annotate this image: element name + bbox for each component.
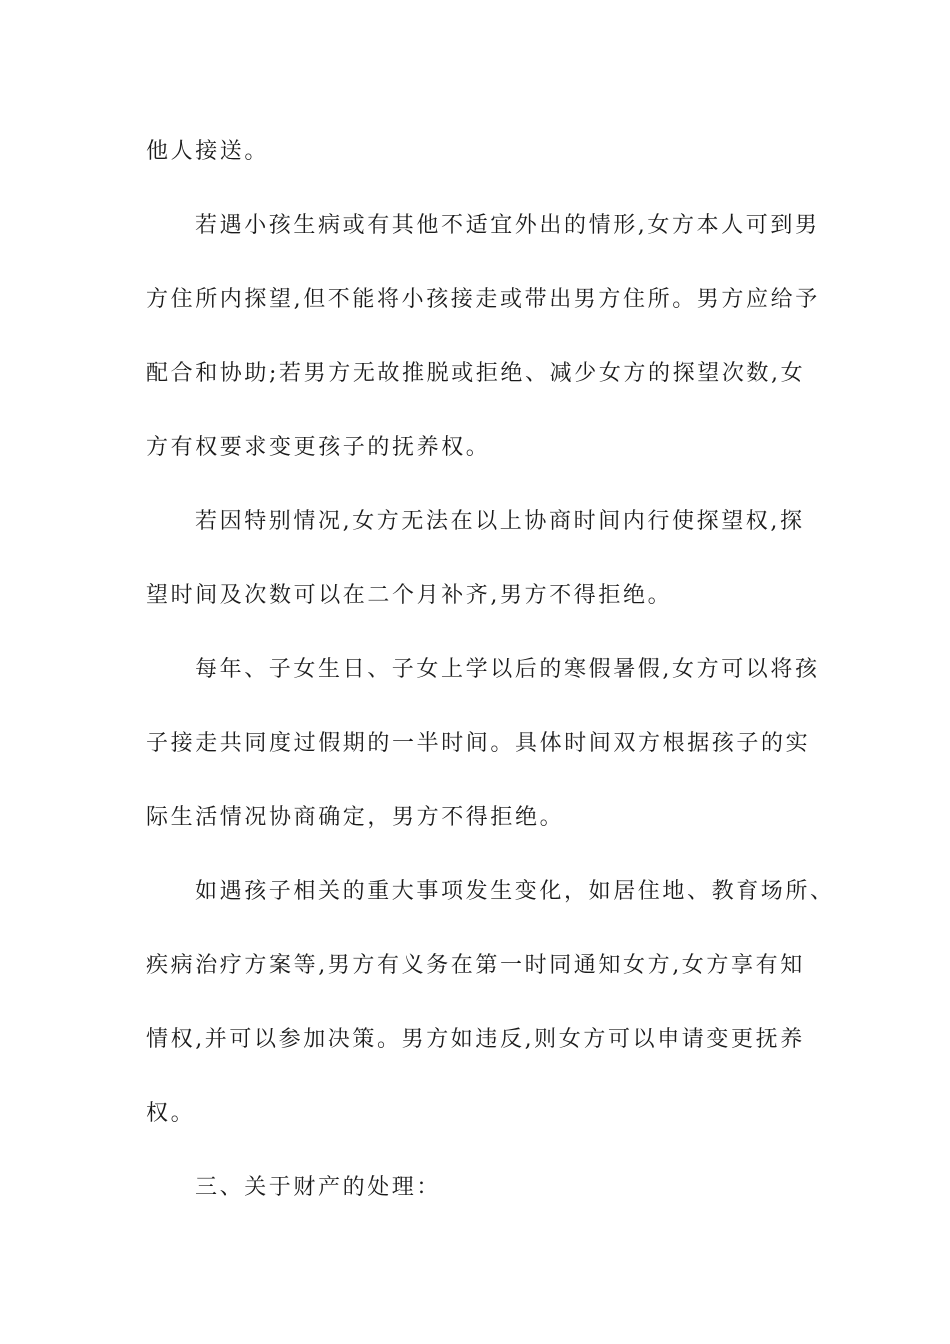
text-line-12: 疾病治疗方案等,男方有义务在第一时同通知女方,女方享有知 (146, 953, 805, 978)
text-line-2: 若遇小孩生病或有其他不适宜外出的情形,女方本人可到男 (195, 213, 820, 238)
text-line-8: 每年、子女生日、子女上学以后的寒假暑假,女方可以将孩 (195, 657, 820, 682)
text-line-13: 情权,并可以参加决策。男方如违反,则女方可以申请变更抚养 (146, 1027, 805, 1052)
text-line-5: 方有权要求变更孩子的抚养权。 (146, 435, 491, 460)
section-heading: 三、关于财产的处理： (195, 1175, 442, 1200)
text-line-10: 际生活情况协商确定，男方不得拒绝。 (146, 805, 565, 830)
text-line-14: 权。 (146, 1101, 196, 1126)
text-line-6: 若因特别情况,女方无法在以上协商时间内行使探望权,探 (195, 509, 805, 534)
text-line-9: 子接走共同度过假期的一半时间。具体时间双方根据孩子的实 (146, 731, 811, 756)
text-line-7: 望时间及次数可以在二个月补齐,男方不得拒绝。 (146, 583, 673, 608)
text-line-1: 他人接送。 (146, 139, 270, 164)
text-line-4: 配合和协助;若男方无故推脱或拒绝、减少女方的探望次数,女 (146, 361, 806, 386)
text-line-3: 方住所内探望,但不能将小孩接走或带出男方住所。男方应给予 (146, 287, 820, 312)
text-line-11: 如遇孩子相关的重大事项发生变化，如居住地、教育场所、 (195, 879, 835, 904)
